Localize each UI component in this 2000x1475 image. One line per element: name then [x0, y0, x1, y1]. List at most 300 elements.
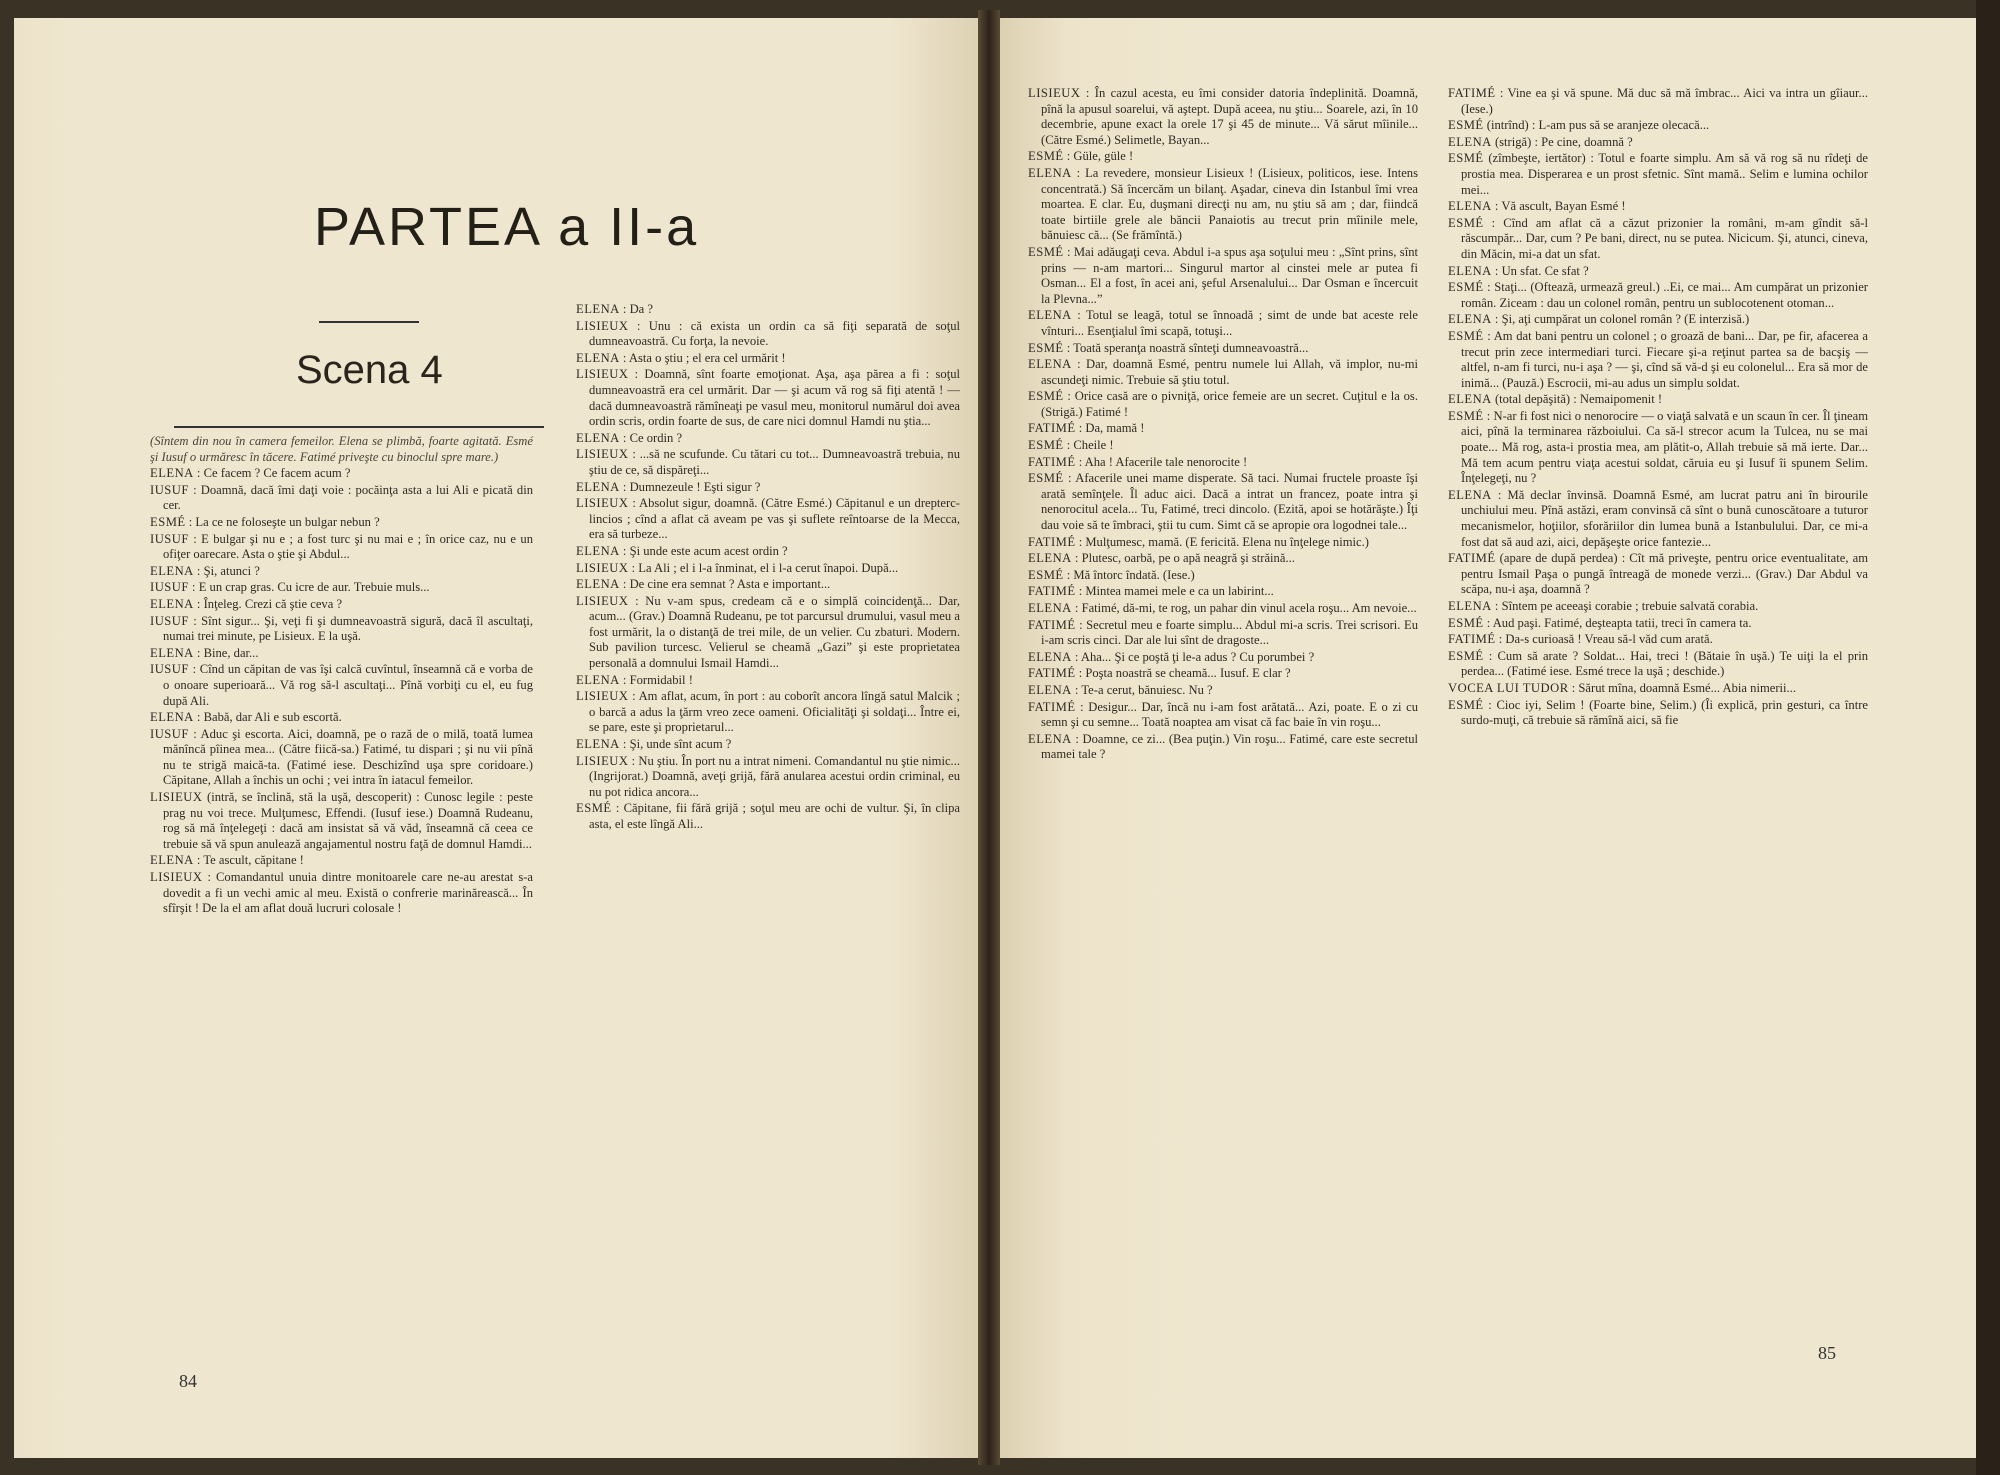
speaker-separator: : — [193, 710, 204, 725]
speaker-name: ELENA — [150, 710, 194, 725]
dialogue-line — [150, 532, 533, 563]
dialogue-text: (intră, se înclină, stă la uşă, descoperit) : Cunosc legile : peste prag nu voi trece. Mulţumesc, Effendi. (Iusuf iese.) Doamnă Rudeanu, rog să mă înţelegeţi : dacă am insistat să vă văd, înseamnă că ceea ce trebuie să vă spun anulează angajamentul nostru faţă de domnul Hamdi... — [163, 790, 533, 851]
dialogue-line — [1448, 312, 1868, 328]
dialogue-line — [150, 597, 533, 613]
speaker-name: ESMÉ — [1448, 648, 1484, 663]
speaker-separator: : — [619, 430, 630, 445]
speaker-separator: : — [628, 367, 645, 382]
dialogue-line — [576, 351, 960, 367]
speaker-separator: : — [193, 853, 204, 868]
dialogue-line — [1028, 732, 1418, 763]
speaker-name: LISIEUX — [576, 689, 629, 704]
speaker-name: FATIMÉ — [1028, 534, 1076, 549]
dialogue-text: Am dat bani pentru un colonel ; o groază de bani... Dar, pe fir, afacerea a trecut prin zece intermediari turci. Fiecare şi-a reţinut partea sa de bacşiş — altfel, n-am fi turci, nu-i aşa ? — şi, cînd să vă-d şi eu colonelul... Era să mor de inimă... (Pauză.) Escrocii, mi-au adus un simplu soldat. — [1461, 328, 1869, 390]
dialogue-text: ...să ne scufunde. Cu tătari cu tot... Dumneavoastră trebuia, nu ştiu de ce, să dispăreţi... — [589, 447, 961, 477]
speaker-name: ELENA — [576, 737, 620, 752]
speaker-name: ELENA — [1028, 165, 1072, 180]
speaker-name: FATIMÉ — [1448, 86, 1496, 100]
dialogue-text: Ce facem ? Ce facem acum ? — [203, 466, 351, 481]
dialogue-text: Şi unde este acum acest ordin ? — [629, 543, 788, 558]
speaker-name: ESMÉ — [1028, 438, 1064, 453]
speaker-separator: : — [1071, 165, 1086, 180]
dialogue-line — [1028, 86, 1418, 148]
dialogue-text: Aud paşi. Fatimé, deşteapta tatii, treci în camera ta. — [1492, 615, 1752, 630]
speaker-name: LISIEUX — [150, 790, 203, 805]
text-column-4 — [1448, 86, 1868, 730]
speaker-name: LISIEUX — [576, 593, 629, 608]
speaker-separator: : — [1063, 567, 1074, 582]
text-column-1 — [150, 434, 533, 918]
speaker-name: ELENA — [576, 302, 620, 316]
speaker-name: ELENA — [150, 596, 194, 611]
dialogue-text: Doamne, ce zi... (Bea puţin.) Vin roşu... Fatimé, care este secretul mamei tale ? — [1041, 731, 1418, 762]
dialogue-line — [150, 790, 533, 852]
dialogue-line — [150, 614, 533, 645]
dialogue-text: Şi, unde sînt acum ? — [629, 737, 732, 752]
speaker-name: VOCEA LUI TUDOR — [1448, 680, 1569, 695]
speaker-name: FATIMÉ — [1028, 666, 1076, 681]
speaker-separator: : — [188, 613, 202, 628]
speaker-separator: : — [1075, 421, 1086, 436]
dialogue-line — [1448, 392, 1868, 408]
speaker-name: ELENA — [1448, 263, 1492, 278]
dialogue-line — [1028, 341, 1418, 357]
speaker-separator: : — [193, 645, 204, 660]
speaker-name: ELENA — [1448, 487, 1492, 502]
dialogue-line — [1448, 409, 1868, 487]
dialogue-line — [576, 480, 960, 496]
speaker-separator: : — [1483, 697, 1497, 712]
stage-direction — [150, 434, 533, 465]
speaker-separator: : — [628, 318, 649, 333]
dialogue-text: Desigur... Dar, încă nu i-am fost arătată... Azi, poate. E o zi cu semn şi cu semne... Toată noaptea am visat că fac baie în vin roşu... — [1041, 699, 1419, 730]
dialogue-text: Te ascult, căpitane ! — [203, 853, 304, 868]
dialogue-text: Şi, atunci ? — [203, 563, 260, 578]
speaker-name: ELENA — [150, 645, 194, 660]
dialogue-text: (zîmbeşte, iertător) : Totul e foarte simplu. Am să vă rog să nu rîdeţi de prostia mea. Disperarea e un prost sfetnic. Sînt mamă.. Selim e lumina ochilor mei... — [1461, 151, 1868, 197]
dialogue-text: Am aflat, acum, în port : au coborît ancora lîngă satul Malcik ; o barcă a adus la ţărm vreo zece oameni. Oficialităţi şi soldaţi... Între ei, se pare, este şi proprietarul... — [589, 689, 960, 735]
dialogue-line — [1448, 698, 1868, 729]
speaker-separator: : — [1063, 471, 1076, 486]
speaker-name: ELENA — [576, 479, 620, 494]
dialogue-line — [150, 515, 533, 531]
dialogue-text: Dar, doamnă Esmé, pentru numele lui Allah, vă implor, nu-mi ascundeţi nimic. Trebuie să ştiu totul. — [1041, 357, 1418, 387]
speaker-name: IUSUF — [150, 726, 189, 741]
dialogue-line — [576, 544, 960, 560]
dialogue-text: Totul se leagă, totul se înnoadă ; simt de unde bat aceste rele vînturi... Esenţialul îmi scapă, totuşi... — [1041, 308, 1418, 338]
speaker-name: ELENA — [1448, 312, 1492, 327]
speaker-separator: : — [628, 496, 639, 511]
dialogue-text: Cheile ! — [1073, 438, 1114, 453]
speaker-separator: : — [1063, 340, 1074, 355]
speaker-name: ESMÉ — [1448, 118, 1484, 133]
speaker-separator: : — [1063, 244, 1074, 259]
speaker-separator: : — [1491, 487, 1508, 502]
speaker-name: ELENA — [1028, 731, 1072, 746]
dialogue-line — [1448, 216, 1868, 263]
dialogue-text: Un sfat. Ce sfat ? — [1501, 263, 1589, 278]
speaker-name: ELENA — [1028, 601, 1072, 615]
dialogue-text: Poşta noastră se cheamă... Iusuf. E clar ? — [1085, 666, 1291, 681]
speaker-separator: : — [193, 596, 204, 611]
speaker-name: ELENA — [576, 430, 620, 445]
speaker-name: ESMÉ — [150, 514, 186, 529]
speaker-separator: : — [1080, 86, 1095, 100]
dialogue-text: La revedere, monsieur Lisieux ! (Lisieux, politicos, iese. Intens concentrată.) Să încercăm un bilanţ. Aşadar, cineva din Istanbul îmi vrea moartea. E clar. Eu, duşmani direcţi nu am, nu ştiu să am ; dar, fiindcă toate birtiile grele ale băncii Panaiotis au trecut prin mîinile mele, bănuiesc că... (Se frămîntă.) — [1041, 165, 1418, 243]
dialogue-text: Mă declar învinsă. Doamnă Esmé, am lucrat patru ani în birourile unchiului meu. Pînă astăzi, eram convinsă că sînt o bună cunoscătoare a tuturor mecanismelor, hoţiilor, sforăriilor din lumea bună a Istanbulului. Dar, ce mi-a fost dat să aud azi, aici, depăşeşte orice fantezie... — [1461, 487, 1869, 549]
speaker-name: ELENA — [1028, 551, 1072, 566]
dialogue-text: Vine ea şi vă spune. Mă duc să mă îmbrac... Aici va intra un gîiaur... (Iese.) — [1461, 86, 1868, 116]
dialogue-text: Şi, aţi cumpărat un colonel român ? (E interzisă.) — [1501, 312, 1750, 327]
dialogue-text: Mulţumesc, mamă. (E fericită. Elena nu înţelege nimic.) — [1085, 534, 1369, 549]
speaker-separator: : — [1071, 682, 1082, 697]
speaker-name: FATIMÉ — [1028, 699, 1076, 714]
speaker-separator: : — [628, 593, 646, 608]
speaker-separator: : — [185, 514, 196, 529]
dialogue-line — [576, 302, 960, 318]
dialogue-text: La ce ne foloseşte un bulgar nebun ? — [195, 514, 380, 529]
dialogue-line — [1448, 118, 1868, 134]
dialogue-line — [576, 801, 960, 832]
dialogue-line — [1448, 135, 1868, 151]
dialogue-line — [1448, 86, 1868, 117]
dialogue-line — [576, 431, 960, 447]
dialogue-text: (total depăşită) : Nemaipomenit ! — [1494, 392, 1663, 407]
dialogue-text: Asta o ştiu ; el era cel urmărit ! — [628, 350, 786, 365]
dialogue-line — [1448, 649, 1868, 680]
speaker-name: LISIEUX — [576, 753, 629, 768]
speaker-separator: : — [1483, 280, 1495, 295]
speaker-name: LISIEUX — [576, 447, 629, 462]
dialogue-text: E un crap gras. Cu icre de aur. Trebuie muls... — [198, 580, 430, 595]
speaker-name: LISIEUX — [576, 496, 629, 511]
speaker-name: IUSUF — [150, 613, 189, 628]
dialogue-line — [150, 580, 533, 596]
dialogue-text: Mă întorc îndată. (Iese.) — [1073, 567, 1195, 582]
dialogue-text: Unu : că exista un ordin ca să fiţi separată de soţul dumneavoastră. Cu forţa, la nevoie. — [589, 318, 961, 349]
dialogue-text: Comandantul unuia dintre monitoarele care ne-au arestat s-a dovedit a fi un vechi amic al meu. Există o confrerie marinărească... În sfîrşit ! De la el am aflat două lucruri colosale ! — [163, 870, 534, 916]
dialogue-text: Da, mamă ! — [1085, 421, 1145, 436]
speaker-separator: : — [1483, 648, 1498, 663]
speaker-separator: : — [188, 531, 202, 546]
dialogue-text: (apare de după perdea) : Cît mă priveşte, pentru orice eventualitate, am pentru Ismail Paşa o pungă întreagă de monede verzi... (Grav.) Dar Abdul va scăpa, nu-i aşa, doamnă ? — [1461, 551, 1868, 597]
speaker-name: ESMÉ — [1028, 567, 1064, 582]
dialogue-line — [1028, 455, 1418, 471]
speaker-name: ESMÉ — [1028, 149, 1064, 164]
speaker-separator: : — [619, 350, 629, 365]
dialogue-text: Aduc şi escorta. Aici, doamnă, pe o rază de o milă, toată lumea mănîncă pîinea mea... (Către fiică-sa.) Fatimé, tu dispari ; şi nu vii pînă nu te strigă maică-ta. (Fatimé iese. Deschizînd uşa spre coridoare.) Căpitane, Allah a închis un ochi ; vei intra în iatacul femeilor. — [163, 726, 533, 788]
dialogue-line — [1028, 471, 1418, 533]
text-column-2 — [576, 302, 960, 834]
speaker-separator: : — [628, 689, 639, 704]
speaker-separator: : — [1495, 632, 1506, 647]
speaker-separator: : — [1071, 731, 1083, 746]
speaker-separator: : — [202, 870, 217, 885]
speaker-name: ELENA — [576, 672, 620, 687]
dialogue-text: Te-a cerut, bănuiesc. Nu ? — [1081, 682, 1213, 697]
dialogue-text: Secretul meu e foarte simplu... Abdul mi-a scris. Trei scrisori. Eu i-am scris cinci. Dar ale lui sînt de dragoste... — [1041, 617, 1419, 648]
dialogue-text: Bine, dar... — [203, 645, 259, 660]
dialogue-line — [150, 483, 533, 514]
dialogue-text: Babă, dar Ali e sub escortă. — [203, 710, 342, 725]
dialogue-line — [576, 594, 960, 672]
dialogue-line — [1448, 280, 1868, 311]
dialogue-line — [576, 577, 960, 593]
dialogue-line — [1448, 329, 1868, 391]
speaker-separator: : — [1491, 599, 1502, 613]
speaker-name: ESMÉ — [1448, 615, 1484, 630]
speaker-separator: : — [628, 447, 640, 462]
speaker-separator: : — [619, 737, 630, 752]
speaker-separator: : — [1495, 86, 1508, 100]
speaker-name: FATIMÉ — [1028, 584, 1076, 599]
speaker-name: ESMÉ — [1448, 328, 1484, 343]
dialogue-line — [1028, 245, 1418, 307]
speaker-name: ELENA — [576, 350, 620, 365]
dialogue-text: Ce ordin ? — [629, 430, 683, 445]
speaker-name: FATIMÉ — [1028, 421, 1076, 436]
speaker-name: ESMÉ — [1028, 340, 1064, 355]
dialogue-line — [576, 561, 960, 577]
dialogue-text: Da ? — [629, 302, 654, 316]
speaker-separator: : — [1071, 601, 1082, 615]
dialogue-line — [576, 689, 960, 736]
scene-title: Scena 4 — [296, 348, 443, 392]
speaker-name: ESMÉ — [1028, 244, 1064, 259]
dialogue-text: Vă ascult, Bayan Esmé ! — [1501, 199, 1626, 214]
dialogue-line — [1448, 599, 1868, 615]
dialogue-line — [150, 564, 533, 580]
dialogue-line — [1448, 199, 1868, 215]
speaker-name: ELENA — [1028, 357, 1072, 372]
dialogue-text: Fatimé, dă-mi, te rog, un pahar din vinul acela roşu... Am nevoie... — [1081, 601, 1417, 615]
speaker-name: IUSUF — [150, 531, 189, 546]
speaker-separator: : — [188, 726, 201, 741]
dialogue-line — [1028, 683, 1418, 699]
dialogue-line — [1028, 421, 1418, 437]
speaker-separator: : — [1071, 551, 1082, 566]
speaker-separator: : — [1075, 699, 1089, 714]
speaker-separator: : — [1063, 438, 1074, 453]
speaker-separator: : — [1063, 389, 1075, 404]
dialogue-line — [576, 367, 960, 429]
speaker-separator: : — [1483, 328, 1494, 343]
dialogue-text: Plutesc, oarbă, pe o apă neagră şi străină... — [1081, 551, 1295, 566]
dialogue-line — [1028, 389, 1418, 420]
dialogue-line — [576, 673, 960, 689]
dialogue-text: Formidabil ! — [629, 672, 693, 687]
speaker-separator: : — [1071, 649, 1081, 664]
dialogue-line — [1028, 357, 1418, 388]
speaker-separator: : — [611, 801, 624, 816]
speaker-name: ELENA — [576, 577, 620, 592]
dialogue-line — [150, 466, 533, 482]
dialogue-line — [1028, 535, 1418, 551]
speaker-separator: : — [1071, 308, 1086, 323]
speaker-separator: : — [1075, 584, 1086, 599]
dialogue-text: (intrînd) : L-am pus să se aranjeze olecacă... — [1486, 118, 1710, 133]
speaker-separator: : — [1568, 680, 1579, 695]
dialogue-line — [1028, 166, 1418, 244]
speaker-name: ELENA — [1448, 134, 1492, 149]
dialogue-text: Căpitane, fii fără grijă ; soţul meu are ochi de vultur. Şi, în clipa asta, el este lîngă Ali... — [589, 801, 961, 831]
page-number-right: 85 — [1818, 1343, 1836, 1363]
speaker-name: IUSUF — [150, 580, 189, 595]
dialogue-line — [1028, 700, 1418, 731]
speaker-separator: : — [619, 302, 630, 316]
page-edge — [1976, 0, 2000, 1475]
speaker-name: ESMÉ — [1448, 151, 1484, 166]
speaker-name: ELENA — [1448, 599, 1492, 613]
dialogue-text: Dumnezeule ! Eşti sigur ? — [629, 479, 761, 494]
speaker-name: FATIMÉ — [1028, 454, 1076, 469]
dialogue-text: Güle, güle ! — [1073, 149, 1134, 164]
speaker-separator: : — [1075, 534, 1086, 549]
dialogue-text: Absolut sigur, doamnă. (Către Esmé.) Căpitanul e un drepterc-lincios ; cînd a aflat că aveam pe vas şi suflete reîntoarse de la Mecca, era să turbeze... — [589, 496, 960, 542]
speaker-separator: : — [619, 672, 630, 687]
dialogue-text: Sînt sigur... Şi, veţi fi şi dumneavoastră sigură, dacă îl ascultaţi, numai trei minute, pe Lisieux. E la uşă. — [163, 613, 533, 644]
part-title: PARTEA a II-a — [314, 197, 700, 257]
speaker-separator: : — [188, 662, 200, 677]
speaker-separator: : — [1491, 199, 1502, 214]
speaker-name: IUSUF — [150, 482, 189, 497]
dialogue-line — [576, 737, 960, 753]
speaker-separator: : — [619, 543, 630, 558]
speaker-separator: : — [188, 482, 201, 497]
dialogue-text: Înţeleg. Crezi că ştie ceva ? — [203, 596, 343, 611]
speaker-separator: : — [1063, 149, 1074, 164]
speaker-name: ELENA — [1448, 392, 1492, 407]
speaker-separator: : — [1075, 666, 1086, 681]
scene-divider — [174, 426, 544, 428]
dialogue-line — [576, 447, 960, 478]
speaker-separator: : — [1491, 263, 1502, 278]
dialogue-text: Doamnă, dacă îmi daţi voie : pocăinţa asta a lui Ali e picată din cer. — [163, 482, 533, 513]
speaker-name: ELENA — [1028, 308, 1072, 323]
dialogue-line — [150, 727, 533, 789]
text-column-3 — [1028, 86, 1418, 764]
speaker-name: ESMÉ — [1448, 280, 1484, 295]
dialogue-text: La Ali ; el i l-a înminat, el i l-a cerut înapoi. După... — [638, 560, 899, 575]
speaker-separator: : — [1491, 312, 1502, 327]
speaker-name: ESMÉ — [1448, 697, 1484, 712]
speaker-separator: : — [1483, 615, 1493, 630]
dialogue-line — [1448, 632, 1868, 648]
speaker-separator: : — [619, 479, 630, 494]
dialogue-text: N-ar fi fost nici o nenorocire — o viaţă salvată e un scaun în cer. Îl ţineam aici, pînă la terminarea războiului. Ca să-l strecor acum la Tulcea, nu se mai poate... Mă rog, asta-i prostia mea, am plătit-o, Allah trebuie să mă ierte. Dar... Mă tem acum pentru viaţa acestui soldat, căruia eu şi Iusuf îi spunem Selim. Înţelegeţi, nu ? — [1461, 408, 1869, 486]
stage-direction-text: (Sîntem din nou în camera femeilor. Elena se plimbă, foarte agitată. Esmé şi Iusuf o urmăresc în tăcere. Fatimé priveşte cu binoclul spre mare.) — [150, 434, 533, 464]
speaker-separator: : — [1075, 617, 1087, 632]
speaker-name: ELENA — [576, 543, 620, 558]
dialogue-line — [1028, 650, 1418, 666]
dialogue-line — [150, 870, 533, 917]
speaker-separator: : — [1483, 215, 1504, 230]
dialogue-text: Cioc iyi, Selim ! (Foarte bine, Selim.) (Îi explică, prin gesturi, ca între surdo-muţi, că trebuie să rămînă aici, să fie — [1461, 697, 1868, 728]
speaker-separator: : — [188, 580, 199, 595]
speaker-name: ELENA — [1448, 199, 1492, 214]
dialogue-text: Cînd am aflat că a căzut prizonier la români, m-am gîndit să-l răscumpăr... Dar, cum ? Pe bani, direct, nu se putea. Nicicum. Şi, atunci, cineva, din Măcin, mi-a dat un sfat. — [1461, 215, 1868, 261]
dialogue-line — [150, 710, 533, 726]
dialogue-text: Sărut mîna, doamnă Esmé... Abia nimerii... — [1578, 680, 1796, 695]
dialogue-line — [150, 662, 533, 709]
dialogue-text: E bulgar şi nu e ; a fost turc şi nu mai e ; în orice caz, nu e un ofiţer oarecare. Asta o ştie şi Abdul... — [163, 531, 533, 562]
dialogue-text: Afacerile unei mame disperate. Să taci. Numai fructele proaste îşi arată semînţele. Îl aduc aici. Dacă a intrat un francez, poate intra şi nenorocitul acela... Tu, Fatimé, treci dincolo. (Ezită, apoi se hotărăşte.) Îţi dau voie să te îmbraci, ştii tu cum. Simt că se apropie ora logodnei tale... — [1041, 471, 1418, 533]
speaker-separator: : — [628, 753, 639, 768]
dialogue-text: Toată speranţa noastră sînteţi dumneavoastră... — [1073, 340, 1309, 355]
dialogue-line — [576, 754, 960, 801]
dialogue-text: Cînd un căpitan de vas îşi calcă cuvîntul, înseamnă că e vorba de o onoare superioară... Vă rog să-l ascultaţi... Pînă vorbiţi cu el, eu fug după Ali. — [163, 662, 533, 708]
dialogue-line — [1028, 438, 1418, 454]
title-divider — [319, 321, 419, 323]
dialogue-text: Sîntem pe aceeaşi corabie ; trebuie salvată corabia. — [1501, 599, 1759, 613]
speaker-name: ELENA — [150, 853, 194, 868]
speaker-name: FATIMÉ — [1448, 632, 1496, 647]
speaker-name: ESMÉ — [1028, 389, 1064, 404]
dialogue-text: Cum să arate ? Soldat... Hai, treci ! (Bătaie în uşă.) Te uiţi la el prin perdea... (Fatimé iese. Esmé trece la uşă ; deschide.) — [1461, 648, 1869, 679]
speaker-separator: : — [628, 560, 639, 575]
speaker-name: FATIMÉ — [1448, 551, 1496, 566]
dialogue-text: Mintea mamei mele e ca un labirint... — [1085, 584, 1274, 599]
dialogue-line — [1028, 551, 1418, 567]
speaker-name: ESMÉ — [576, 801, 612, 816]
dialogue-line — [1448, 616, 1868, 632]
dialogue-text: Mai adăugaţi ceva. Abdul i-a spus aşa soţului meu : „Sînt prins, sînt prins — n-am martori... Singurul martor al cinstei mele ar putea fi Osman... El a fost, în acei ani, şeful Arsenalului... Dar Osman e încercuit la Plevna...” — [1041, 244, 1418, 306]
dialogue-line — [1448, 264, 1868, 280]
speaker-name: LISIEUX — [150, 870, 203, 885]
speaker-name: ESMÉ — [1448, 408, 1484, 423]
speaker-name: ELENA — [150, 466, 194, 481]
speaker-name: ELENA — [1028, 649, 1072, 664]
dialogue-line — [1448, 551, 1868, 598]
dialogue-line — [1028, 584, 1418, 600]
speaker-separator: : — [193, 563, 204, 578]
dialogue-text: Aha ! Afacerile tale nenorocite ! — [1084, 454, 1248, 469]
dialogue-line — [1448, 151, 1868, 198]
dialogue-line — [1028, 618, 1418, 649]
dialogue-line — [1028, 666, 1418, 682]
dialogue-text: În cazul acesta, eu îmi consider datoria îndeplinită. Doamnă, pînă la apusul soarelui, vă aştept. După aceea, nu ştiu... Soarele, azi, în 10 decembrie, apune exact la orele 17 şi 45 de minute... Vă sărut mîinile... (Către Esmé.) Selimetle, Bayan... — [1041, 86, 1418, 147]
speaker-name: ELENA — [1028, 682, 1072, 697]
speaker-separator: : — [193, 466, 204, 481]
dialogue-line — [1028, 149, 1418, 165]
dialogue-text: De cine era semnat ? Asta e important... — [629, 577, 831, 592]
dialogue-line — [150, 853, 533, 869]
speaker-separator: : — [619, 577, 630, 592]
speaker-name: IUSUF — [150, 662, 189, 677]
dialogue-line — [576, 319, 960, 350]
dialogue-line — [1028, 601, 1418, 617]
speaker-name: LISIEUX — [576, 560, 629, 575]
speaker-name: ELENA — [150, 563, 194, 578]
speaker-name: FATIMÉ — [1028, 617, 1076, 632]
dialogue-text: Orice casă are o pivniţă, orice femeie are un secret. Cuţitul e la os. (Strigă.) Fatimé ! — [1041, 389, 1418, 419]
dialogue-line — [576, 496, 960, 543]
dialogue-text: Nu v-am spus, credeam că e o simplă coincidenţă... Dar, acum... (Grav.) Doamnă Rudeanu, pe tot parcursul drumului, vasul meu a fost urmărit, la o distanţă de trei mile, de un velier. Cu zbaturi. Modern. Sub pavilion turcesc. Velierul se cheamă „Gazi” şi este proprietatea personală a domnului Ismail Hamdi... — [589, 593, 961, 671]
speaker-name: LISIEUX — [576, 318, 629, 333]
dialogue-text: Aha... Şi ce poştă ţi le-a adus ? Cu porumbei ? — [1080, 649, 1315, 664]
speaker-separator: : — [1071, 357, 1087, 372]
dialogue-line — [1028, 568, 1418, 584]
speaker-name: ESMÉ — [1448, 215, 1484, 230]
page-number-left: 84 — [179, 1371, 197, 1391]
dialogue-text: (strigă) : Pe cine, doamnă ? — [1494, 134, 1633, 149]
dialogue-line — [1448, 488, 1868, 550]
dialogue-text: Staţi... (Oftează, urmează greul.) ..Ei, ce mai... Am cumpărat un prizonier român. Ziceam : dau un colonel român, pentru un sublocotenent otoman... — [1461, 280, 1869, 310]
dialogue-text: Nu ştiu. În port nu a intrat nimeni. Comandantul nu ştie nimic... (Ingrijorat.) Doamnă, aveţi grijă, fără anularea acestui ordin criminal, eu nu pot ridica ancora... — [589, 753, 961, 799]
dialogue-text: Doamnă, sînt foarte emoţionat. Aşa, aşa părea a fi : soţul dumneavoastră era cel urmărit. Dar — şi acum vă rog să fiţi atentă ! — dacă dumneavoastră rămîneaţi pe vasul meu, monitorul numărul doi avea ordin scris, ordin foarte de sus, de care nici domnul Hamdi nu ştia... — [589, 367, 960, 429]
speaker-name: LISIEUX — [576, 367, 629, 382]
speaker-separator: : — [1075, 454, 1085, 469]
